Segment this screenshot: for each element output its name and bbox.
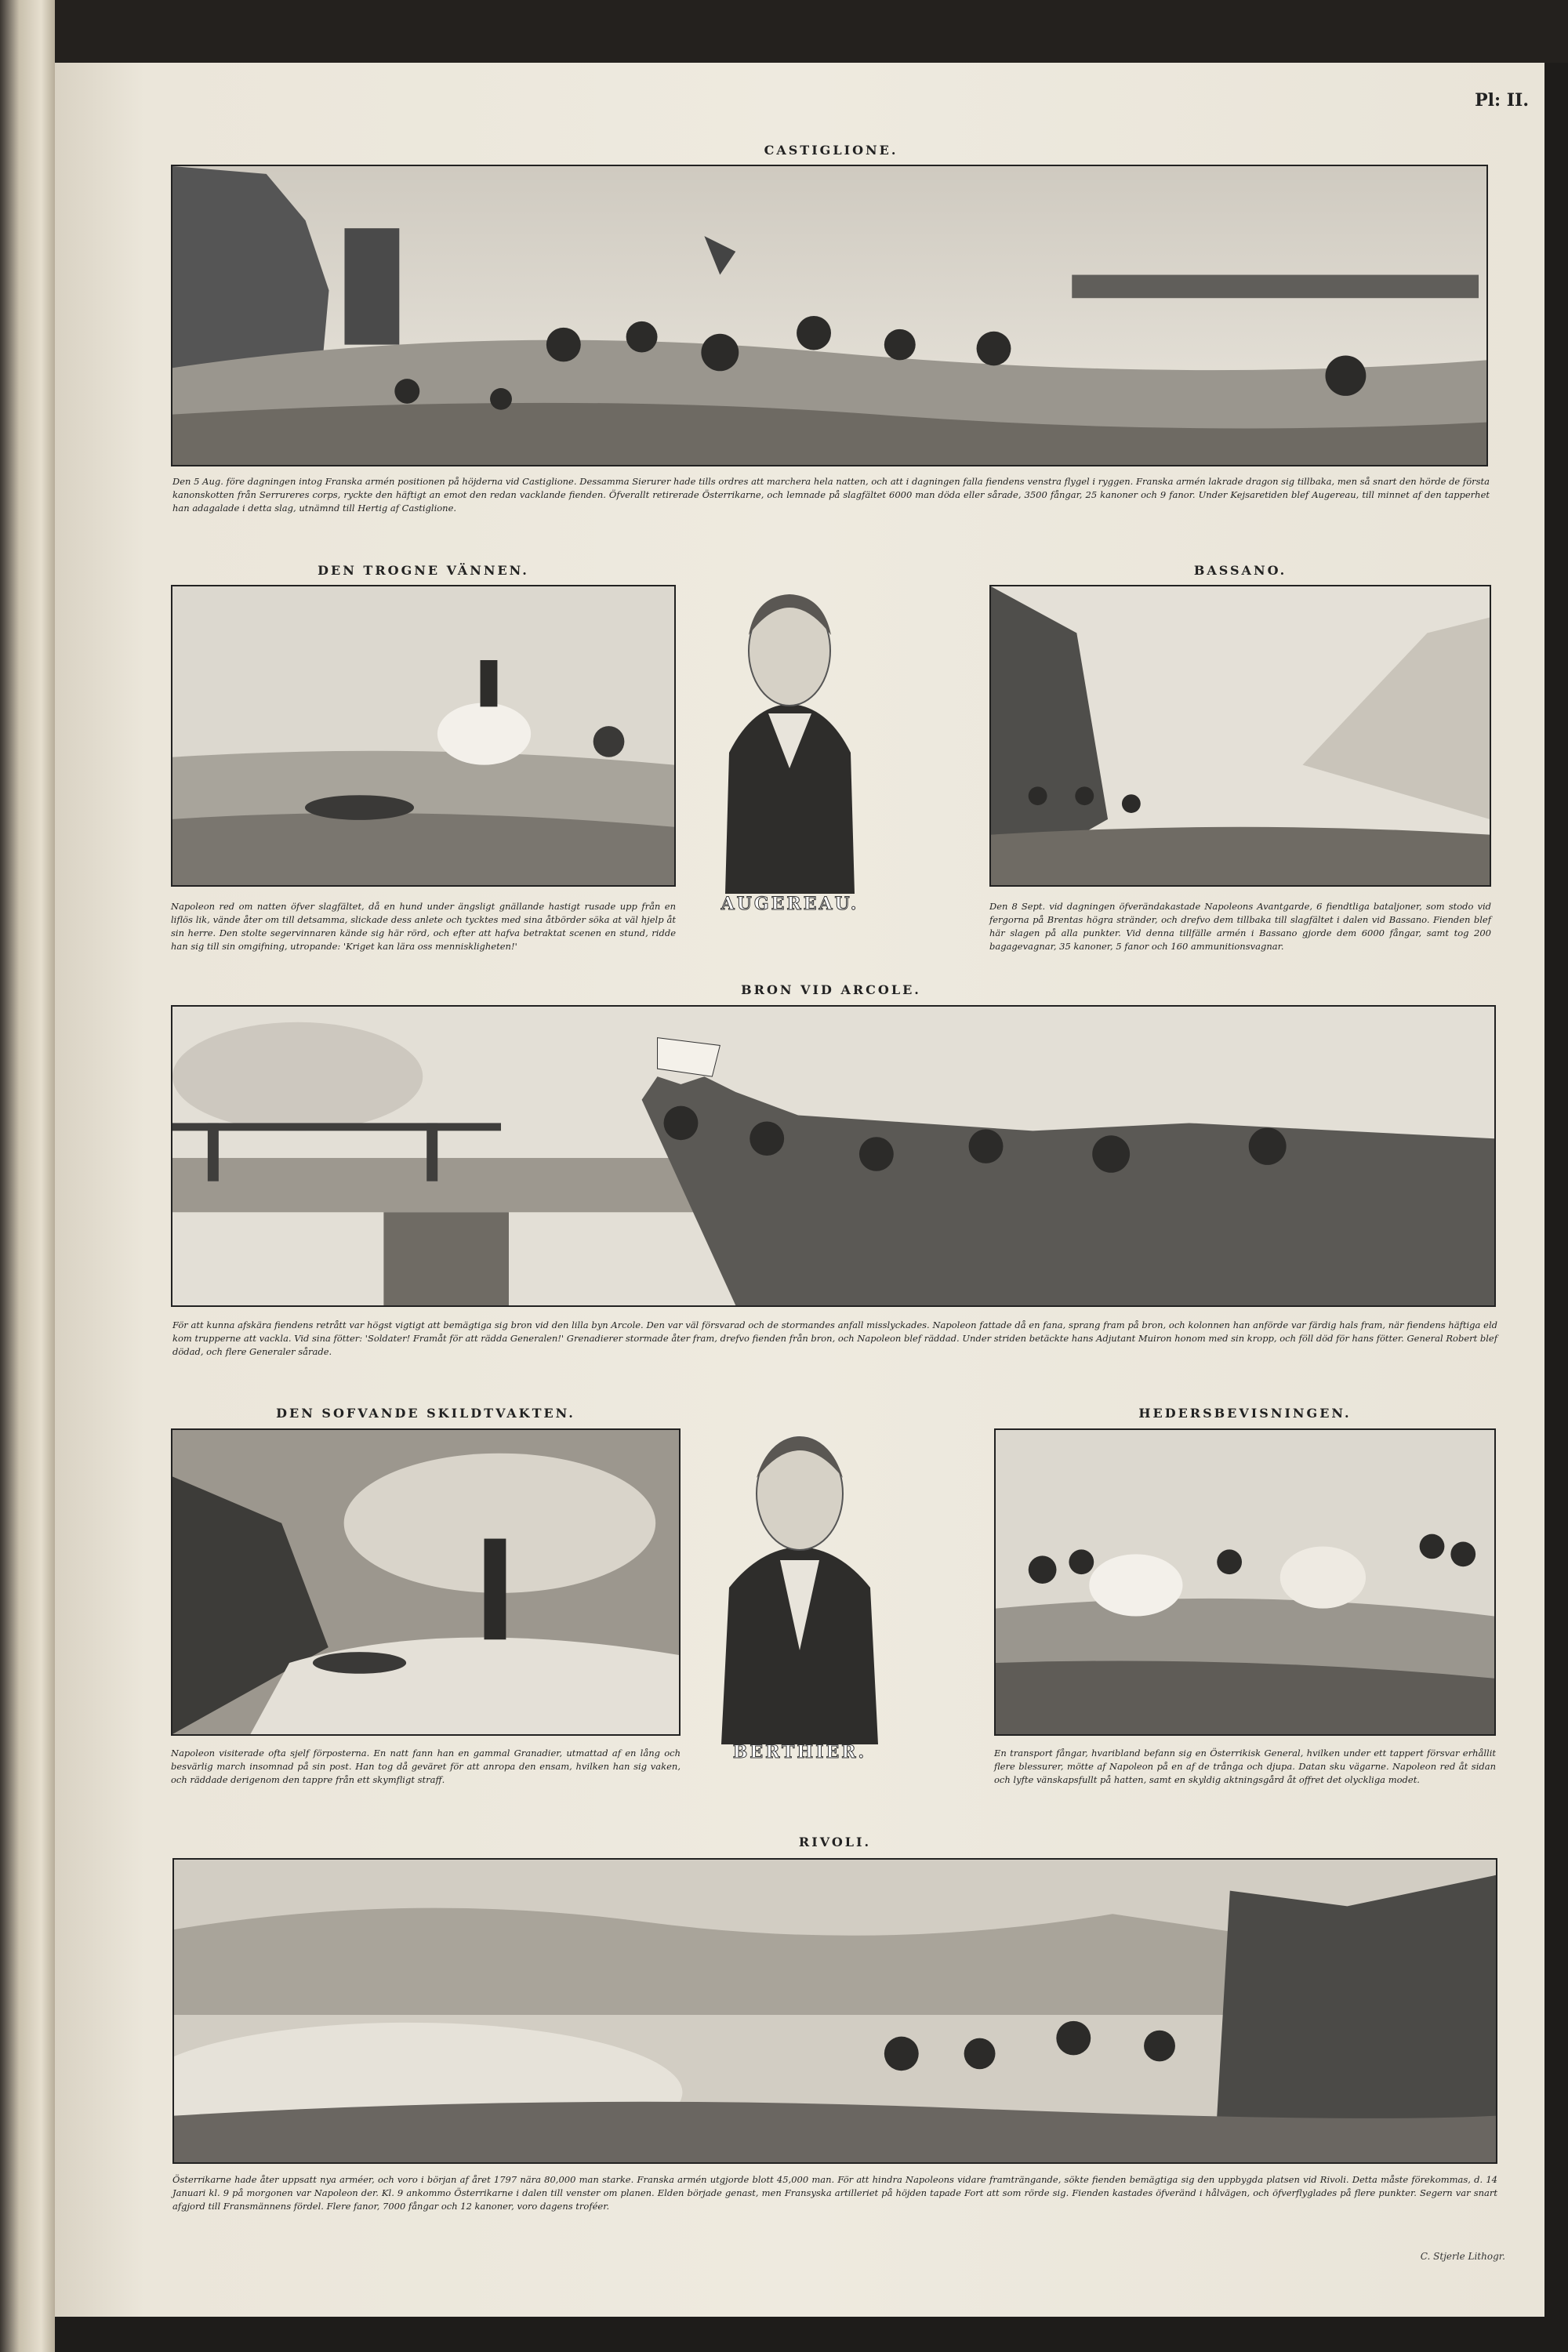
rivoli-title: RIVOLI.	[798, 1835, 872, 1849]
trogne-vannen-title: DEN TROGNE VÄNNEN.	[318, 563, 529, 578]
berthier-name: BERTHIER.	[732, 1742, 867, 1762]
bassano-title: BASSANO.	[1193, 563, 1287, 578]
bassano-illustration	[989, 585, 1491, 887]
augereau-portrait	[706, 564, 874, 894]
sofvande-caption: Napoleon visiterade ofta sjelf förposterna. En natt fann han en gammal Granadier, utmattad af en lång och besvärlig march insomnad på sin post. Han tog då geväret för att anropa den ensam, hvilken han sig vaken, och räddade derigenom den tappre från ett skymfligt straff.	[171, 1748, 681, 1785]
printer-credit: C. Stjerle Lithogr.	[1420, 2251, 1505, 2262]
arcole-illustration	[171, 1005, 1496, 1307]
berthier-portrait	[713, 1415, 886, 1744]
hedersbevisningen-caption: En transport fångar, hvaribland befann sig en Österrikisk General, hvilken under ett tappert försvar erhållit flere blessurer, mötte af Napoleon på en af de trånga och djupa. Datan sku vägarne. Napoleon red åt sidan och lyfte vänskapsfullt på hatten, samt en skyldig aktningsgård åt offret det olyckliga modet.	[994, 1748, 1496, 1785]
arcole-caption: För att kunna afskära fiendens retrått var högst vigtigt att bemägtiga sig bron vid den lilla byn Arcole. Den var väl försvarad och de stormandes anfall misslyckades. Napoleon fattade då en fana, sprang fram på bron, och kolonnen han anförde var färdig hals fram, när fiendens häftiga eld kom trupperne att vackla. Vid sina fötter: 'Soldater! Framåt för att rädda Generalen!' Grenadierer stormade åter fram, drefvo fienden från bron, och Napoleon blef räddad. Under striden betäckte hans Adjutant Muiron honom med sin kropp, och föll död för hans fötter. General Robert blef dödad, och flere Generaler sårade.	[172, 1319, 1497, 1357]
arcole-title: BRON VID ARCOLE.	[741, 982, 921, 997]
sofvande-title: DEN SOFVANDE SKILDTVAKTEN.	[276, 1406, 575, 1421]
augereau-name: AUGEREAU.	[720, 894, 859, 914]
hedersbevisningen-title: HEDERSBEVISNINGEN.	[1138, 1406, 1352, 1421]
trogne-vannen-caption: Napoleon red om natten öfver slagfältet, då en hund under ängsligt gnällande hastigt rusade upp från en liflös lik, vände åter om till detsamma, slickade dess anlete och tycktes med sina åtbörder söka at väl hjelp åt sin herre. Den stolte segervinnaren kände sig här rörd, och efter att hafva betraktat scenen en stund, ridde han sig till sin omgifning, utropande: 'Kriget kan lära oss menniskligheten!'	[171, 901, 676, 952]
sofvande-illustration	[171, 1428, 681, 1736]
trogne-vannen-illustration	[171, 585, 676, 887]
rivoli-illustration	[172, 1858, 1497, 2164]
book-spine	[0, 0, 55, 2352]
background-top	[55, 0, 1568, 63]
rivoli-caption: Österrikarne hade åter uppsatt nya arméer, och voro i början af året 1797 nära 80,000 man starke. Franska armén utgjorde blott 45,000 man. För att hindra Napoleons vidare framträngande, sökte fienden bemägtiga sig den uppbygda platsen vid Rivoli. Detta måste förekommas, d. 14 Januari kl. 9 på morgonen var Napoleon der. Kl. 9 ankommo Österrikarne i dalen till venster om planen. Elden började genast, men Fransyska artilleriet på höjden tapade Fort att som rörde sig. Fienden kastades öfveränd i hålvägen, och öfverflyglades på flere punkter. Segern var snart afgjord till Fransmännens fördel. Flere fanor, 7000 fångar och 12 kanoner, voro dagens troféer.	[172, 2174, 1497, 2212]
castiglione-title: CASTIGLIONE.	[764, 143, 898, 158]
hedersbevisningen-illustration	[994, 1428, 1496, 1736]
castiglione-caption: Den 5 Aug. före dagningen intog Franska armén positionen på höjderna vid Castiglione. Dessamma Sierurer hade tills ordres att marchera hela natten, och att i dagningen falla fiendens venstra flygel i ryggen. Franska armén lakrade dragon sig tillbaka, men så snart den hörde de första kanonskotten från Serrureres corps, ryckte den häftigt an emot den redan vacklande fienden. Öfverallt retirerade Österrikarne, och lemnade på slagfältet 6000 man döda eller sårade, 3500 fångar, 25 kanoner och 9 fanor. Under Kejsaretiden blef Augereau, till minnet af den tapperhet han adagalade i detta slag, utnämnd till Hertig af Castiglione.	[172, 476, 1490, 514]
bassano-caption: Den 8 Sept. vid dagningen öfverändakastade Napoleons Avantgarde, 6 fiendtliga bataljoner, som stodo vid fergorna på Brentas högra stränder, och drefvo dem tillbaka till slagfältet i dalen vid Bassano. Fienden blef här slagen på alla punkter. Vid denna tillfälle armén i Bassano gjorde dem 6000 fångar, samt tog 200 bagagevagnar, 35 kanoner, 5 fanor och 160 ammunitionsvagnar.	[989, 901, 1491, 952]
plate-number: Pl: II.	[1475, 90, 1529, 111]
castiglione-illustration	[171, 165, 1488, 466]
